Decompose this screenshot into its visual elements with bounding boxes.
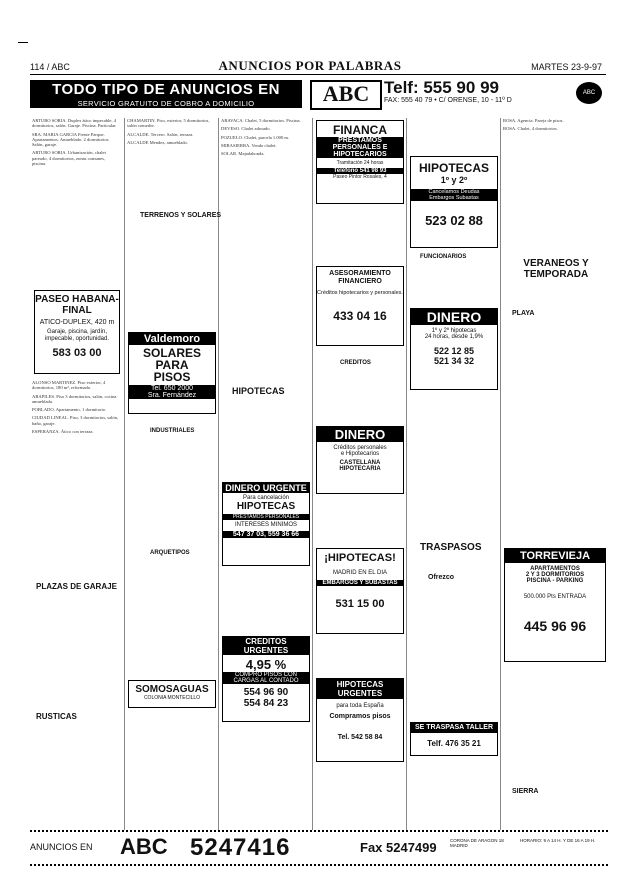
abc-logo: ABC [310,80,382,110]
ad-title: SE TRASPASA TALLER [411,723,497,733]
ad-box-hipotecas-urgentes [316,678,404,762]
section-sierra: SIERRA [512,788,539,795]
column-rule [124,118,125,830]
section-arquetipos: ARQUETIPOS [150,550,190,556]
ad-line: Créditos personales [333,445,387,451]
ad-phone: 583 03 00 [52,347,102,359]
ad-body: Créditos hipotecarios y personales. [317,290,403,296]
ad-title: ¡HIPOTECAS! [324,552,396,564]
ad-line: 24 horas, desde 1,9% [424,334,484,340]
footer [30,834,608,862]
ad-text: ALCALDE. Tercero. Salón, terraza. [127,131,194,137]
ad-price: 500.000 Pts ENTRADA [523,594,587,600]
ad-box-paseo [34,290,120,374]
ad-box-creditos [222,636,310,722]
ad-box-asesoramiento [316,266,404,346]
ad-box-hipotecas-523 [410,156,498,248]
column-rule [312,118,313,830]
ad-title: Valdemoro [129,333,215,345]
ad-phone: Telf. 476 35 21 [427,739,481,748]
ad-title: PASEO HABANA-FINAL [35,294,119,316]
footer-fax: Fax 5247499 [360,840,437,855]
ad-box-somosaguas [128,680,216,708]
ad-name: Sra. Fernández [129,392,215,399]
ad-phone: 531 15 00 [335,598,385,610]
ad-text: ALCALDE Mendez, amueblado. [127,139,188,145]
footer-label: ANUNCIOS EN [30,842,93,852]
header-rule [30,74,606,75]
ad-phone: 554 96 90 [243,687,289,698]
ad-phone: 521 34 32 [433,356,475,366]
ad-line: Embargos Subastas [411,195,497,201]
ad-phone: Teléfono 541 98 93 [317,168,403,174]
ad-box-taller [410,722,498,756]
ad-line: APARTAMENTOS [530,566,580,572]
ad-line: Compramos pisos [329,713,391,720]
ad-line: para toda España [336,703,384,709]
ad-phone: 433 04 16 [333,308,387,323]
column-3 [221,118,309,159]
ad-line: PERSONALES E [317,144,403,151]
ad-line: PRESTAMOS PERSONALES [223,514,309,520]
ad-line: PARA [155,358,189,372]
section-veraneos: VERANEOS Y TEMPORADA [523,258,589,280]
section-ofrezco: Ofrezco [428,574,455,581]
ad-line: EMBARGOS Y SUBASTAS [317,580,403,586]
footer-phone: 5247416 [190,834,291,861]
ad-line: COMPRO PISOS CON [223,672,309,678]
ad-box-torrevieja [504,548,606,662]
ad-box-financa [316,120,404,204]
ad-box-hipotecas-madrid [316,548,404,634]
ad-subtitle: ATICO-DUPLEX, 420 m [39,319,115,326]
ad-title: CREDITOS URGENTES [223,637,309,655]
ad-title: HIPOTECAS URGENTES [317,679,403,699]
ad-subtitle: COLONIA MONTECILLO [143,695,201,701]
ad-line: INTERESES MINIMOS [234,522,297,528]
ad-text: DEVESO. Chalet adosado. [221,126,271,132]
page-number: 114 / ABC [30,62,70,72]
column-rule [500,118,501,830]
ad-box-dinero-522 [410,308,498,390]
ad-text: ARAVACA. Chalet, 5 dormitorios. Piscina. [221,118,301,123]
ad-line: 2 Y 3 DORMITORIOS [525,572,585,578]
ad-text: ALONSO MARTINEZ. Piso exterior, 4 dormitorios, 180 m², reformado. [32,380,106,391]
column-6 [503,118,591,135]
ad-title: DINERO URGENTE [223,483,309,493]
ad-title: DINERO [317,427,403,442]
telf: Telf: 555 90 99 [384,78,499,97]
ad-text: ARTURO SORIA. Duplex ático impecable, 4 dormitorios, salón. Garaje. Piscina. Particular. [32,118,117,129]
abc-badge: ABC [576,82,602,104]
footer-hours: HORARIO: 9 A 14 H. Y DE 16 A 19 H. [520,838,596,843]
ad-title: HIPOTECAS [418,161,489,175]
ad-line: PISCINA - PARKING [526,578,584,584]
ad-title: FINANCA [333,123,387,137]
footer-logo: ABC [120,834,168,859]
ad-box-dinero-urgente [222,482,310,566]
ad-box-dinero-creditos [316,426,404,494]
ad-text: POBLADO. Apartamento, 1 dormitorio. [32,407,107,413]
ad-text: MIRASIERRA. Vendo chalet. [221,142,277,148]
ad-phone: 445 96 96 [523,618,587,634]
ad-phone: 547 37 03, 559 36 66 [223,531,309,538]
ad-rate: 4,95 % [245,657,287,672]
column-2 [127,118,215,148]
ad-line: Tramitación 24 horas [336,160,384,166]
ad-line: HIPOTECARIA [339,466,381,472]
ad-text: SRA. MARIA GARCIA Frente Parque. Apartamentos. Amueblado. 2 dormitorios. Salón, garaje. [32,131,110,148]
column-1-lower [32,380,120,437]
section-industriales: INDUSTRIALES [150,428,195,434]
ad-detail: Garaje, piscina, jardín, impecable, oportunidad. [44,329,110,342]
ad-phone: Tel. 650 2000 [129,385,215,392]
section-playa: PLAYA [512,310,535,317]
footer-address: CORONA DE ARAGON 18 MADRID [450,838,504,848]
ad-text: CIUDAD LINEAL. Piso, 3 dormitorios, salón, baño, garaje. [32,415,119,426]
date: MARTES 23-9-97 [531,62,602,72]
section-rusticas: RUSTICAS [36,712,77,721]
ad-line: PISOS [153,370,191,384]
banner-subtitle: SERVICIO GRATUITO DE COBRO A DOMICILIO [77,99,255,108]
section-plazas: PLAZAS DE GARAJE [36,582,117,591]
section-traspasos: TRASPASOS [420,542,482,553]
ad-line: HIPOTECARIOS [317,151,403,158]
ad-title: DINERO [411,309,497,325]
section-creditos: CREDITOS [340,360,371,366]
footer-rule-top [30,830,608,832]
ad-line: e Hipotecarios [340,451,380,457]
ad-phone: 522 12 85 [433,346,475,356]
ad-title: TORREVIEJA [505,549,605,563]
ad-line: CARGAS AL CONTADO [223,678,309,684]
ad-text: ARAPILES. Piso 3 dormitorios, salón, cocina amueblada. [32,393,117,404]
section-funcionarios: FUNCIONARIOS [420,254,467,260]
ad-line: SOLARES [142,346,201,360]
ad-subtitle: 1º y 2º [440,175,468,185]
section-hipotecas: HIPOTECAS [232,386,285,396]
banner [30,80,302,108]
ad-line: MADRID EN EL DIA [332,570,388,576]
ad-phone: 554 84 23 [243,698,289,709]
ad-line: CASTELLANA [339,460,381,466]
ad-text: ARTURO SORIA. Urbanización, chalet pareado, 4 dormitorios, zonas comunes, piscina. [32,150,106,167]
ad-line: HIPOTECAS [236,501,296,512]
ad-text: SOLAR. Majadahonda. [221,151,265,157]
footer-rule-bottom [30,864,608,866]
ad-phone: Tel. 542 58 84 [337,734,383,741]
column-rule [406,118,407,830]
column-1 [32,118,120,169]
fax: FAX: 555 40 79 • C/ ORENSE, 10 - 11º D [384,97,512,104]
ad-phone: 523 02 88 [425,213,483,228]
column-rule [218,118,219,830]
ad-text: POZUELO. Chalet, parcela 1.000 m. [221,134,290,140]
ad-line: Cancelamos Deudas [411,189,497,195]
ad-line: Para cancelación [242,495,290,501]
banner-title: TODO TIPO DE ANUNCIOS EN [52,81,280,98]
page-title: ANUNCIOS POR PALABRAS [218,58,402,73]
section-terrenos: TERRENOS Y SOLARES [140,212,222,219]
ad-text: ROSA. Chalet, 4 dormitorios. [503,126,558,132]
ad-text: CHAMARTIN. Piso, exterior, 5 dormitorios, salón comedor. [127,118,210,129]
ad-address: Paseo Pintor Rosales, 4 [333,174,387,180]
crop-mark [18,42,28,43]
ad-line: 1º y 2º hipotecas [431,328,477,334]
ad-box-valdemoro [128,332,216,414]
ad-text: ROSA. Agencia. Pareja de pisos. [503,118,564,123]
ad-text: ESPERANZA. Ático con terraza. [32,429,94,435]
ad-title: ASESORAMIENTO FINANCIERO [329,270,391,285]
ad-title: SOMOSAGUAS [135,684,209,695]
ad-line: PRESTAMOS [317,137,403,144]
